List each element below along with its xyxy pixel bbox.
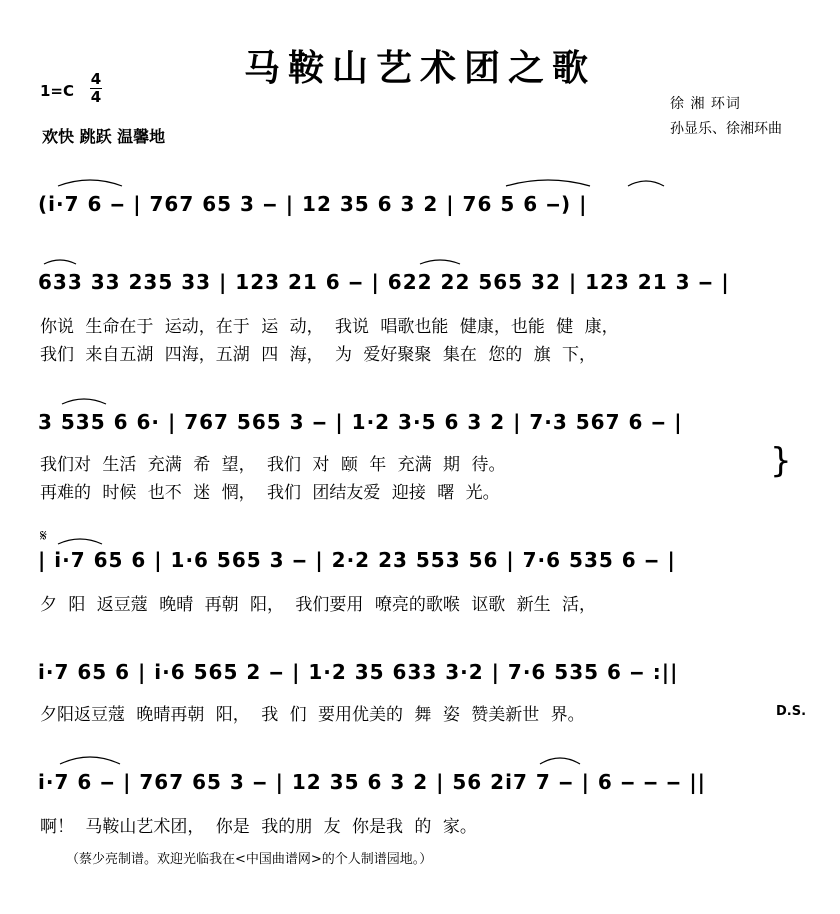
- composer-credit: 孙显乐、徐湘环曲: [670, 121, 782, 137]
- lyrics-row-2-verse-1: 你说 生命在于 运动，在于 运 动， 我说 唱歌也能 健康，也能 健 康，: [40, 317, 619, 337]
- notation-row-4: | i·7 65 6 | 1·6 565 3 ‒ | 2·2 23 553 56 | 7·6 535 6 ‒ |: [38, 548, 676, 572]
- notation-row-3: 3 535 6 6· | 767 565 3 ‒ | 1·2 3·5 6 3 2 | 7·3 567 6 ‒ |: [38, 410, 683, 434]
- dal-segno-marker: D.S.: [776, 704, 807, 719]
- lyrics-row-5: 夕阳返豆蔻 晚晴再朝 阳， 我 们 要用优美的 舞 姿 赞美新世 界。: [40, 705, 585, 725]
- footer-note: （蔡少亮制谱。欢迎光临我在<中国曲谱网>的个人制谱园地。）: [66, 852, 433, 867]
- time-signature-bottom: 4: [90, 88, 102, 106]
- lyrics-row-2-verse-2: 我们 来自五湖 四海，五湖 四 海， 为 爱好聚聚 集在 您的 旗 下，: [40, 345, 597, 365]
- time-signature-top: 4: [90, 70, 102, 88]
- notation-row-5: i·7 65 6 | i·6 565 2 ‒ | 1·2 35 633 3·2 | 7·6 535 6 ‒ :||: [38, 660, 679, 684]
- page-title: 马鞍山艺术团之歌: [243, 48, 596, 89]
- key-signature: 1=C: [40, 82, 75, 100]
- tempo-marking: 欢快 跳跃 温馨地: [42, 127, 166, 146]
- lyricist-credit: 徐 湘 环词: [670, 96, 741, 112]
- segno-sign: 𝄋: [40, 526, 47, 545]
- lyrics-row-3-verse-1: 我们对 生活 充满 希 望， 我们 对 颐 年 充满 期 待。: [40, 455, 506, 475]
- verse-brace: }: [770, 441, 792, 481]
- notation-row-2: 633 33 235 33 | 123 21 6 ‒ | 622 22 565 32 | 123 21 3 ‒ |: [38, 270, 730, 294]
- lyrics-row-4: 夕 阳 返豆蔻 晚晴 再朝 阳， 我们要用 嘹亮的歌喉 讴歌 新生 活，: [40, 595, 597, 615]
- notation-row-6: i·7 6 ‒ | 767 65 3 ‒ | 12 35 6 3 2 | 56 2i7 7 ‒ | 6 ‒ ‒ ‒ ||: [38, 770, 706, 794]
- notation-row-1: (i·7 6 ‒ | 767 65 3 ‒ | 12 35 6 3 2 | 76 5 6 ‒) |: [38, 192, 588, 216]
- lyrics-row-3-verse-2: 再难的 时候 也不 迷 惘， 我们 团结友爱 迎接 曙 光。: [40, 483, 500, 503]
- lyrics-row-6: 啊！ 马鞍山艺术团， 你是 我的朋 友 你是我 的 家。: [40, 817, 477, 837]
